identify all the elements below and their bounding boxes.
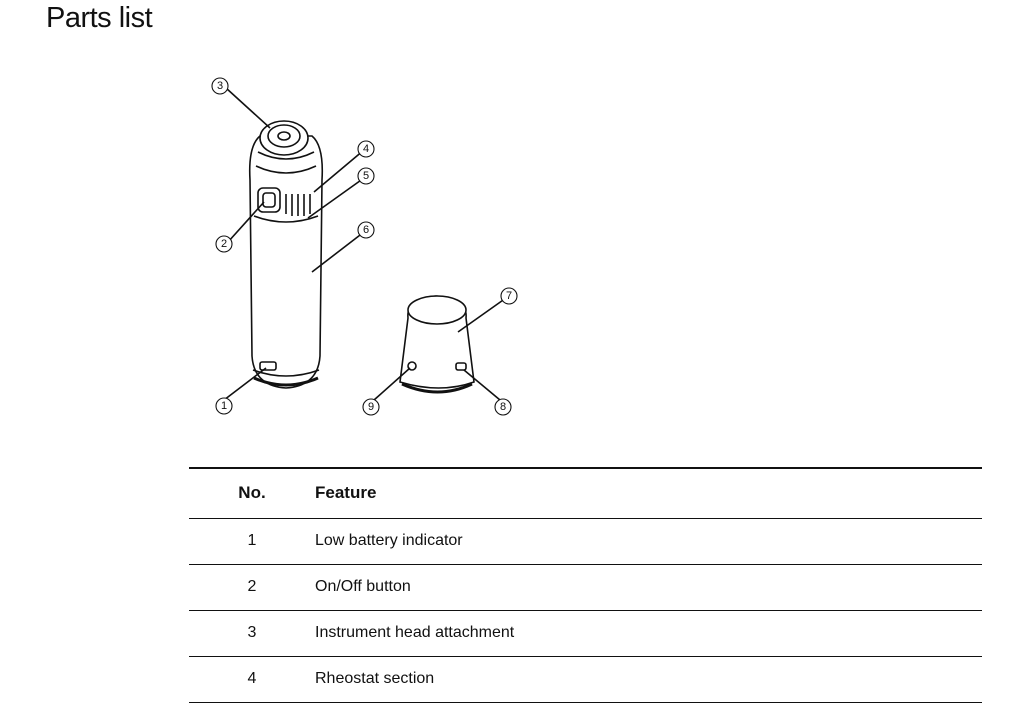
row-number: 2 xyxy=(247,578,257,595)
callout-8-label: 8 xyxy=(499,401,507,413)
table-row xyxy=(189,656,982,702)
table-row xyxy=(189,610,982,656)
table-body xyxy=(189,518,982,702)
handle-and-cap-icon xyxy=(200,66,540,426)
row-number: 4 xyxy=(247,670,257,687)
row-feature: Instrument head attachment xyxy=(315,624,515,641)
row-number: 3 xyxy=(247,624,257,641)
table-header-row xyxy=(189,468,982,518)
on-off-button-shape xyxy=(258,188,280,212)
page-title: Parts list xyxy=(46,2,153,34)
column-header-feature: Feature xyxy=(315,483,377,503)
callout-1-label: 1 xyxy=(220,400,228,412)
table-row xyxy=(189,564,982,610)
row-feature: On/Off button xyxy=(315,578,411,595)
callout-5-label: 5 xyxy=(362,170,370,182)
callout-3-label: 3 xyxy=(216,80,224,92)
table-row xyxy=(189,518,982,564)
callout-6-label: 6 xyxy=(362,224,370,236)
callout-2-label: 2 xyxy=(220,238,228,250)
callout-7-label: 7 xyxy=(505,290,513,302)
handle-illustration xyxy=(200,66,540,426)
column-header-no: No. xyxy=(238,483,266,503)
callout-4-label: 4 xyxy=(362,143,370,155)
callout-9-label: 9 xyxy=(367,401,375,413)
row-number: 1 xyxy=(247,532,257,549)
parts-table xyxy=(189,467,982,703)
table-header xyxy=(189,468,982,518)
row-feature: Low battery indicator xyxy=(315,532,463,549)
row-feature: Rheostat section xyxy=(315,670,435,687)
